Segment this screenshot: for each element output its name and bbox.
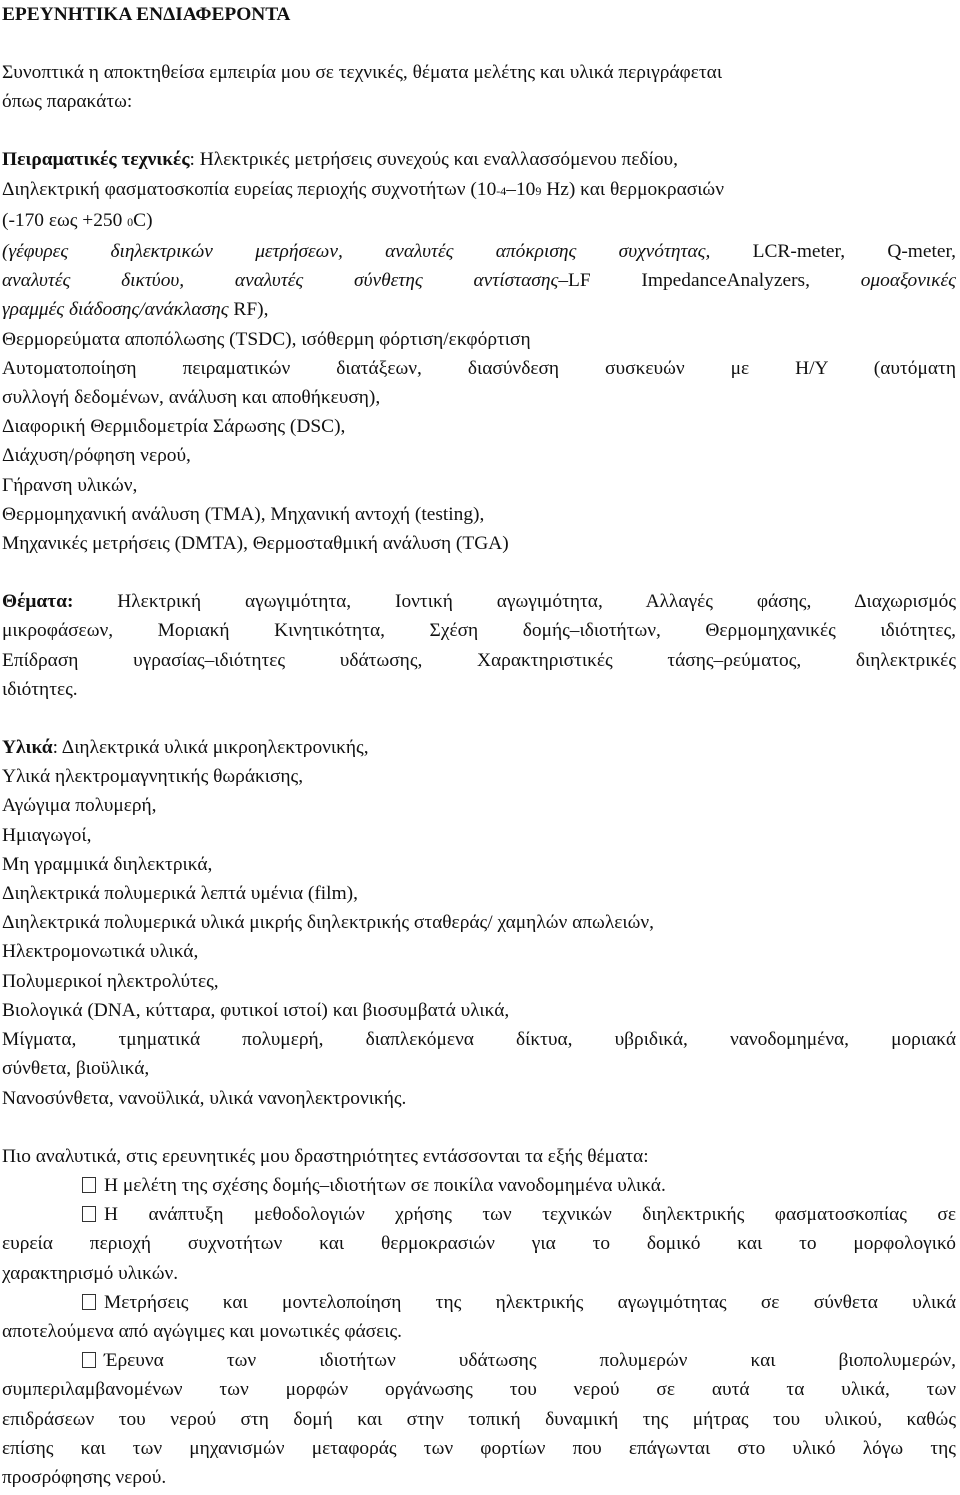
techniques-line-2a: Διηλεκτρική φασματοσκοπία ευρείας περιοχής συχνοτήτων (10 xyxy=(2,178,497,200)
techniques-line-4a: (γέφυρες διηλεκτρικών μετρήσεων, αναλυτές απόκρισης συχνότητας, xyxy=(2,241,753,263)
materials-item: Βιολογικά (DNA, κύτταρα, φυτικοί ιστοί) και βιοσυμβατά υλικά, xyxy=(2,999,510,1021)
materials-line-1-text: : Διηλεκτρικά υλικά μικροηλεκτρονικής, xyxy=(52,737,369,759)
techniques-line-7: Θερμορεύματα αποπόλωσης (TSDC), ισόθερμη φόρτιση/εκφόρτιση xyxy=(2,328,531,350)
materials-nano-line: Νανοσύνθετα, νανοϋλικά, υλικά νανοηλεκτρονικής. xyxy=(2,1087,407,1109)
techniques-line-6a: γραμμές διάδοσης/ανάκλασης xyxy=(2,299,234,321)
techniques-line-13: Θερμομηχανική ανάλυση (TMA), Μηχανική αντοχή (testing), xyxy=(2,503,485,525)
activity-bullet-3-text: Μετρήσεις και μοντελοποίηση της ηλεκτρικής αγωγιμότητας σε σύνθετα υλικά xyxy=(104,1291,956,1313)
section-heading: ΕΡΕΥΝΗΤΙΚΑ ΕΝΔΙΑΦΕΡΟΝΤΑ xyxy=(2,4,291,25)
activity-bullet-4-line-3: επιδράσεων του νερού στη δομή και στην τοπική δυναμική της μήτρας του υλικού, καθώς xyxy=(2,1408,956,1430)
activity-bullet-2-line-2: ευρεία περιοχή συχνοτήτων και θερμοκρασιών για το δομικό και το μορφολογικό xyxy=(2,1233,956,1255)
activity-bullet-2-text: Η ανάπτυξη μεθοδολογιών χρήσης των τεχνικών διηλεκτρικής φασματοσκοπίας σε xyxy=(104,1204,956,1226)
techniques-line-9: συλλογή δεδομένων, ανάλυση και αποθήκευση), xyxy=(2,387,381,409)
techniques-line-2 xyxy=(2,175,956,206)
techniques-line-5a: αναλυτές δικτύου, αναλυτές σύνθετης αντίστασης xyxy=(2,270,559,292)
activities-intro: Πιο αναλυτικά, στις ερευνητικές μου δραστηριότητες εντάσσονται τα εξής θέματα: xyxy=(2,1145,649,1167)
techniques-line-5 xyxy=(2,266,956,295)
techniques-line-4 xyxy=(2,237,956,266)
materials-mix-line-2: σύνθετα, βιοϋλικά, xyxy=(2,1058,150,1080)
degree-mark: 0 xyxy=(127,214,134,229)
techniques-line-12: Γήρανση υλικών, xyxy=(2,474,138,496)
bullet-box-icon xyxy=(82,1177,96,1193)
intro-line-1: Συνοπτικά η αποκτηθείσα εμπειρία μου σε τεχνικές, θέματα μελέτης και υλικά περιγράφεται xyxy=(2,62,723,83)
materials-item: Πολυμερικοί ηλεκτρολύτες, xyxy=(2,970,219,992)
techniques-line-6 xyxy=(2,295,956,324)
activity-bullet-2 xyxy=(2,1200,956,1229)
activity-bullet-4-line-2: συμπεριλαμβανομένων των μορφών οργάνωσης του νερού σε αυτά τα υλικά, των xyxy=(2,1379,956,1401)
techniques-line-11: Διάχυση/ρόφηση νερού, xyxy=(2,445,191,467)
techniques-line-5b: –LF ImpedanceAnalyzers, xyxy=(558,270,861,292)
materials-mix-line-1: Μίγματα, τμηματικά πολυμερή, διαπλεκόμενα δίκτυα, υβριδικά, νανοδομημένα, μοριακά xyxy=(2,1029,956,1051)
techniques-line-2c: Hz) και θερμοκρασιών xyxy=(541,178,724,200)
topics-line-1 xyxy=(2,587,956,616)
techniques-line-1-text: : Ηλεκτρικές μετρήσεις συνεχούς και εναλλασσόμενου πεδίου, xyxy=(189,149,678,171)
materials-label: Υλικά xyxy=(2,737,53,759)
techniques-line-3a: (-170 εως +250 xyxy=(2,209,128,231)
techniques-line-14: Μηχανικές μετρήσεις (DMTA), Θερμοσταθμική ανάλυση (TGA) xyxy=(2,533,509,555)
activity-bullet-4-text: Έρευνα των ιδιοτήτων υδάτωσης πολυμερών και βιοπολυμερών, xyxy=(104,1350,956,1372)
bullet-box-icon xyxy=(82,1294,96,1310)
activity-bullet-1-text: Η μελέτη της σχέσης δομής–ιδιοτήτων σε ποικίλα νανοδομημένα υλικά. xyxy=(104,1174,666,1196)
materials-item: Ηλεκτρομονωτικά υλικά, xyxy=(2,941,199,963)
exponent-neg4: -4 xyxy=(496,183,507,198)
activity-bullet-4 xyxy=(2,1346,956,1375)
techniques-label: Πειραματικές τεχνικές xyxy=(2,149,190,171)
techniques-line-1 xyxy=(2,145,956,174)
techniques-line-3 xyxy=(2,206,956,237)
bullet-box-icon xyxy=(82,1206,96,1222)
techniques-line-10: Διαφορική Θερμιδομετρία Σάρωσης (DSC), xyxy=(2,416,346,438)
topics-label: Θέματα: xyxy=(2,591,74,613)
activity-bullet-1 xyxy=(2,1171,956,1200)
techniques-line-5c: ομοαξονικές xyxy=(860,270,956,292)
techniques-line-2b: –10 xyxy=(506,178,536,200)
bullet-box-icon xyxy=(82,1352,96,1368)
techniques-line-6b: RF), xyxy=(233,299,269,321)
techniques-line-8: Αυτοματοποίηση πειραματικών διατάξεων, διασύνδεση συσκευών με Η/Υ (αυτόματη xyxy=(2,357,956,379)
materials-item: Μη γραμμικά διηλεκτρικά, xyxy=(2,853,213,875)
activity-bullet-4-line-5: προσρόφησης νερού. xyxy=(2,1466,167,1488)
activity-bullet-3 xyxy=(2,1288,956,1317)
intro-line-2: όπως παρακάτω: xyxy=(2,91,133,113)
materials-item: Διηλεκτρικά πολυμερικά υλικά μικρής διηλεκτρικής σταθεράς/ χαμηλών απωλειών, xyxy=(2,912,654,934)
activity-bullet-3-line-2: αποτελούμενα από αγώγιμες και μονωτικές φάσεις. xyxy=(2,1320,403,1342)
exponent-9: 9 xyxy=(535,183,542,198)
topics-line-1-text: Ηλεκτρική αγωγιμότητα, Ιοντική αγωγιμότητα, Αλλαγές φάσης, Διαχωρισμός xyxy=(73,591,956,613)
activity-bullet-2-line-3: χαρακτηρισμό υλικών. xyxy=(2,1262,179,1284)
topics-line-4: ιδιότητες. xyxy=(2,678,78,700)
materials-item: Ημιαγωγοί, xyxy=(2,824,92,846)
materials-item: Αγώγιμα πολυμερή, xyxy=(2,795,157,817)
topics-line-2: μικροφάσεων, Μοριακή Κινητικότητα, Σχέση δομής–ιδιοτήτων, Θερμομηχανικές ιδιότητες, xyxy=(2,620,956,642)
activity-bullet-4-line-4: επίσης και των μηχανισμών μεταφοράς των φορτίων που επάγωνται στο υλικό λόγω της xyxy=(2,1437,956,1459)
materials-item: Υλικά ηλεκτρομαγνητικής θωράκισης, xyxy=(2,766,304,788)
materials-line-1 xyxy=(2,733,956,762)
materials-item: Διηλεκτρικά πολυμερικά λεπτά υμένια (film), xyxy=(2,883,358,905)
techniques-line-3b: C) xyxy=(133,209,153,231)
topics-line-3: Επίδραση υγρασίας–ιδιότητες υδάτωσης, Χαρακτηριστικές τάσης–ρεύματος, διηλεκτρικές xyxy=(2,649,956,671)
techniques-line-4b: LCR-meter, Q-meter, xyxy=(752,241,956,263)
